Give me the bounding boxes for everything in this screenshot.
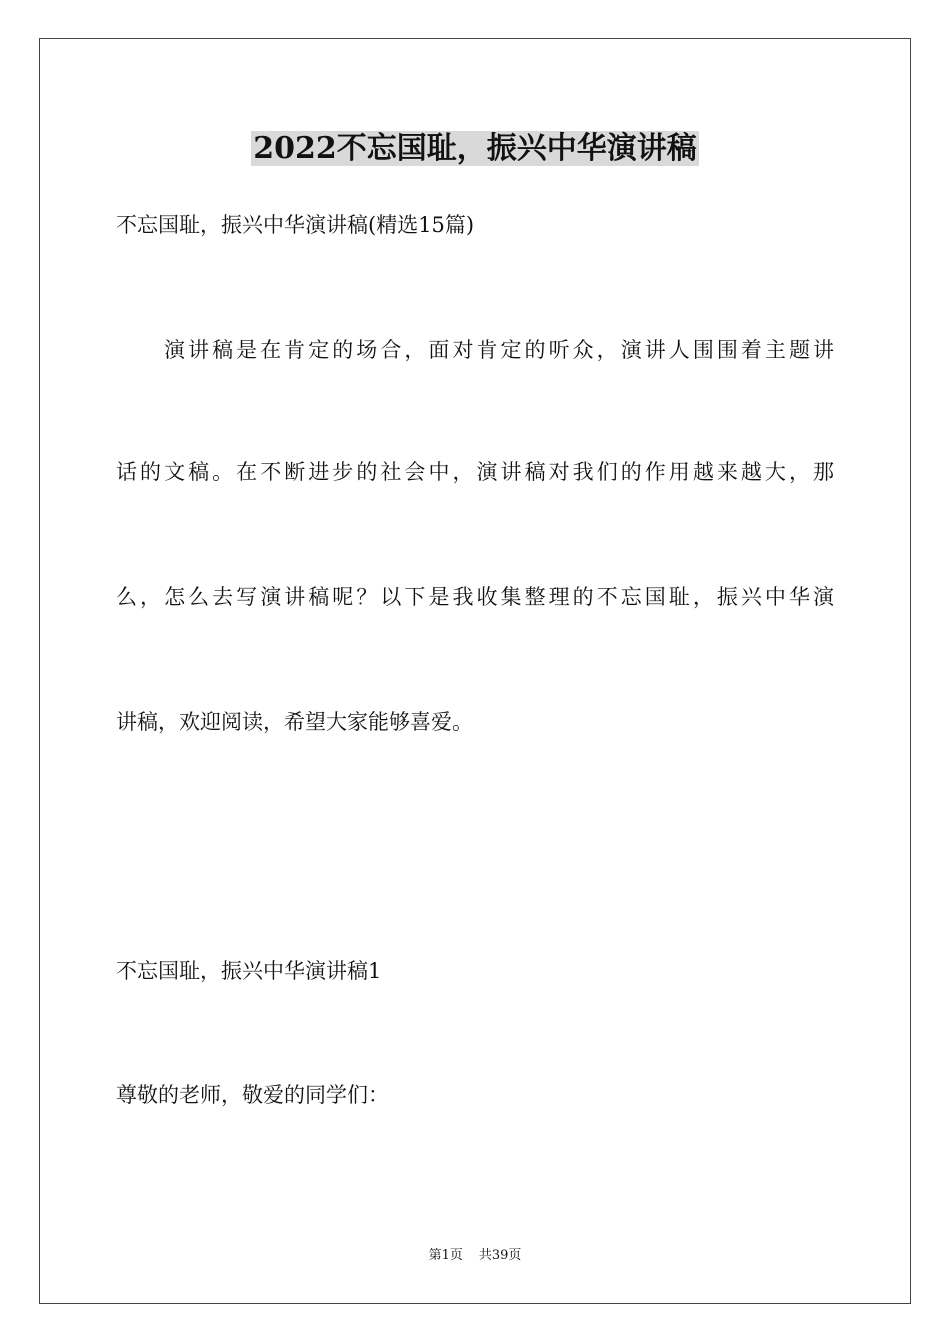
- page-total: 共39页: [478, 1248, 522, 1263]
- section-heading: 不忘国耻，振兴中华演讲稿1: [116, 959, 382, 983]
- intro-line-1: 演讲稿是在肯定的场合，面对肯定的听众，演讲人围围着主题讲: [164, 338, 834, 362]
- intro-line-4: 讲稿，欢迎阅读，希望大家能够喜爱。: [116, 710, 473, 734]
- intro-line-2: 话的文稿。在不断进步的社会中，演讲稿对我们的作用越来越大，那: [116, 460, 834, 484]
- document-title: [0, 127, 950, 171]
- page-footer: [0, 1247, 950, 1265]
- salutation: 尊敬的老师，敬爱的同学们：: [116, 1083, 389, 1107]
- document-subtitle: 不忘国耻，振兴中华演讲稿(精选15篇): [116, 213, 475, 237]
- document-title-text: 2022不忘国耻，振兴中华演讲稿: [253, 131, 697, 166]
- intro-line-3: 么，怎么去写演讲稿呢？以下是我收集整理的不忘国耻，振兴中华演: [116, 585, 834, 609]
- page-number: 第1页: [428, 1248, 463, 1263]
